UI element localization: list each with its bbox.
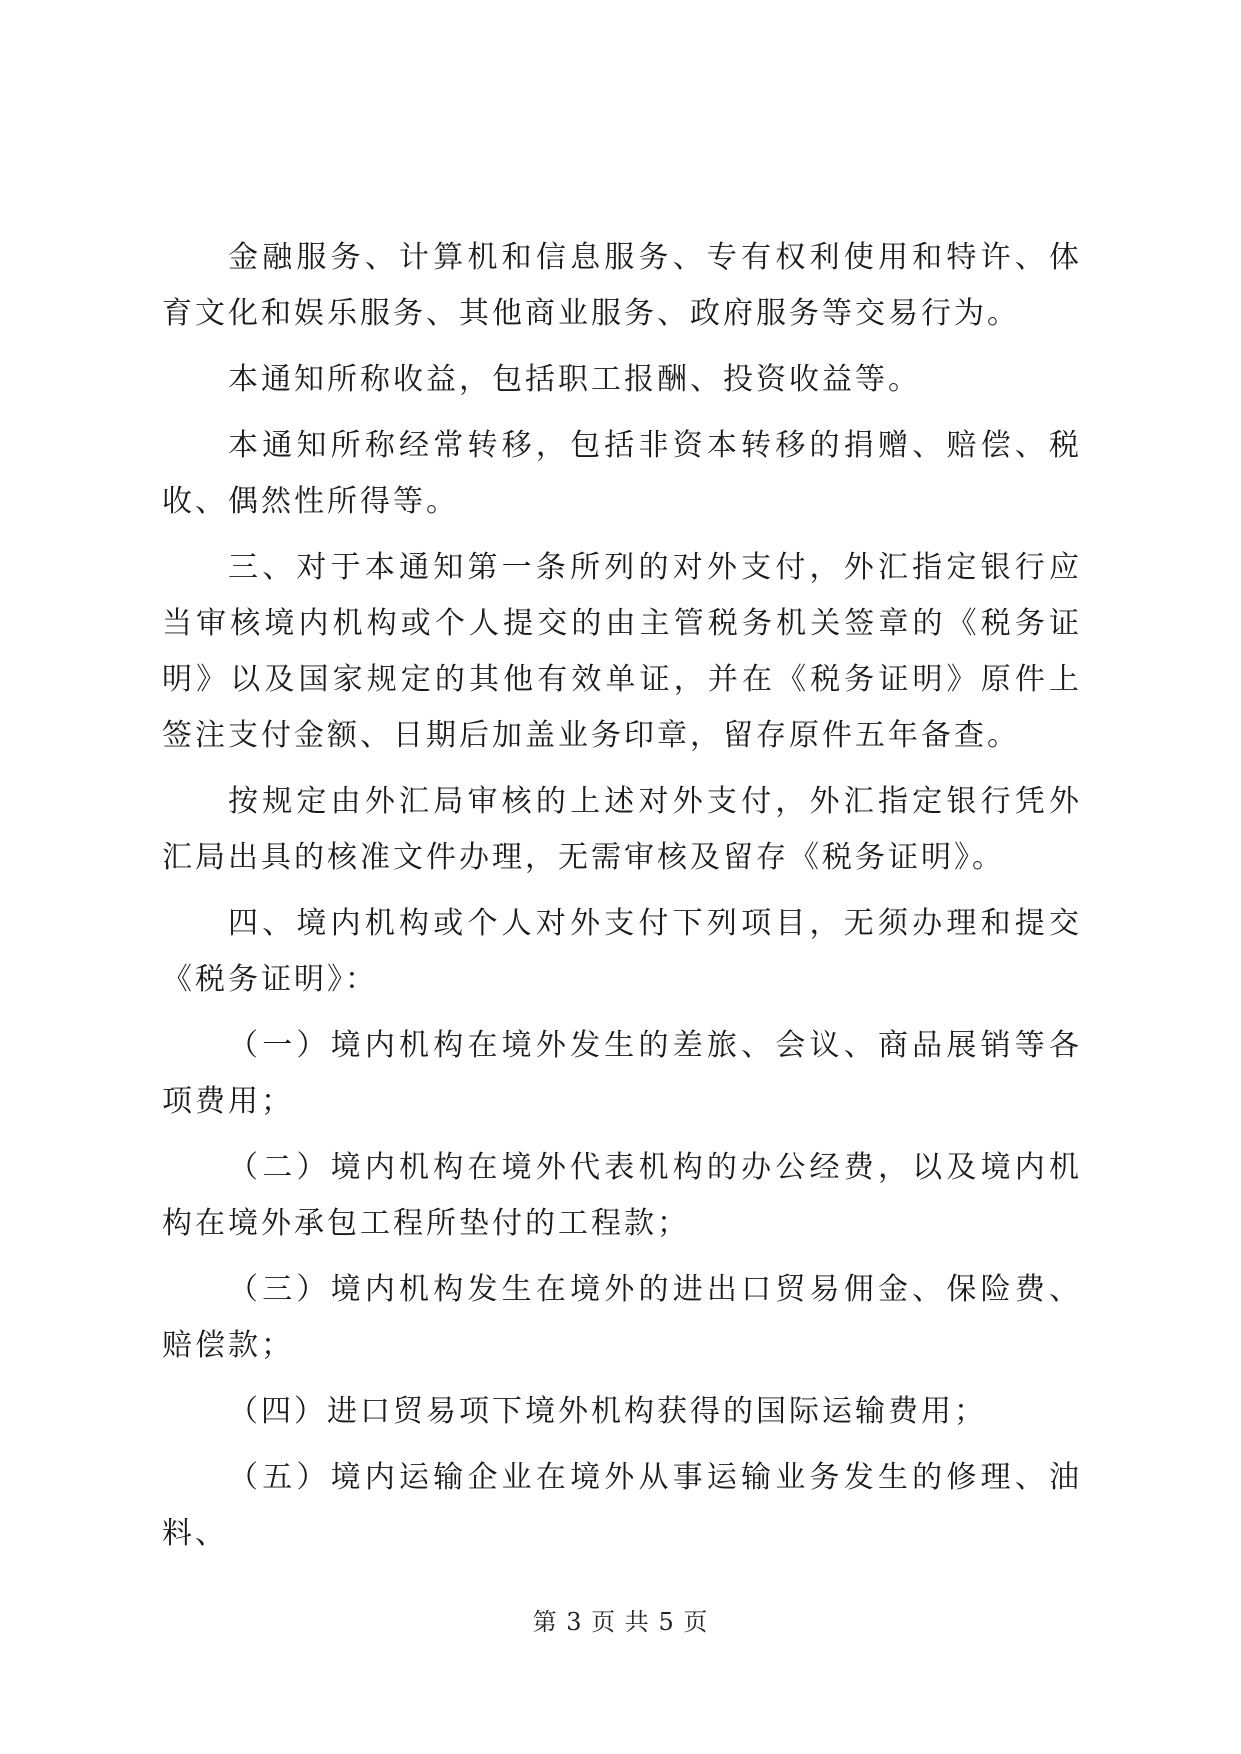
paragraph-section-three: 三、对于本通知第一条所列的对外支付，外汇指定银行应当审核境内机构或个人提交的由主管税务机关签章的《税务证明》以及国家规定的其他有效单证，并在《税务证明》原件上签注支付金额、日期后加盖业务印章，留存原件五年备查。 [162, 550, 1082, 753]
paragraph-section-four: 四、境内机构或个人对外支付下列项目，无须办理和提交《税务证明》： [162, 906, 1082, 997]
list-item-two: （二）境内机构在境外代表机构的办公经费，以及境内机构在境外承包工程所垫付的工程款； [162, 1150, 1082, 1241]
page-number-footer: 第 3 页 共 5 页 [532, 1608, 709, 1636]
list-item-five: （五）境内运输企业在境外从事运输业务发生的修理、油料、 [162, 1460, 1082, 1551]
document-body [162, 230, 1082, 1572]
list-item-one: （一）境内机构在境外发生的差旅、会议、商品展销等各项费用； [162, 1028, 1082, 1119]
paragraph-transfer-definition: 本通知所称经常转移，包括非资本转移的捐赠、赔偿、税收、偶然性所得等。 [162, 428, 1082, 519]
paragraph-service-types: 金融服务、计算机和信息服务、专有权利使用和特许、体育文化和娱乐服务、其他商业服务、政府服务等交易行为。 [162, 240, 1082, 331]
list-item-three: （三）境内机构发生在境外的进出口贸易佣金、保险费、赔偿款； [162, 1272, 1082, 1363]
paragraph-forex-approval: 按规定由外汇局审核的上述对外支付，外汇指定银行凭外汇局出具的核准文件办理，无需审核及留存《税务证明》。 [162, 784, 1082, 875]
list-item-four: （四）进口贸易项下境外机构获得的国际运输费用； [228, 1394, 987, 1429]
paragraph-income-definition: 本通知所称收益，包括职工报酬、投资收益等。 [228, 362, 921, 397]
